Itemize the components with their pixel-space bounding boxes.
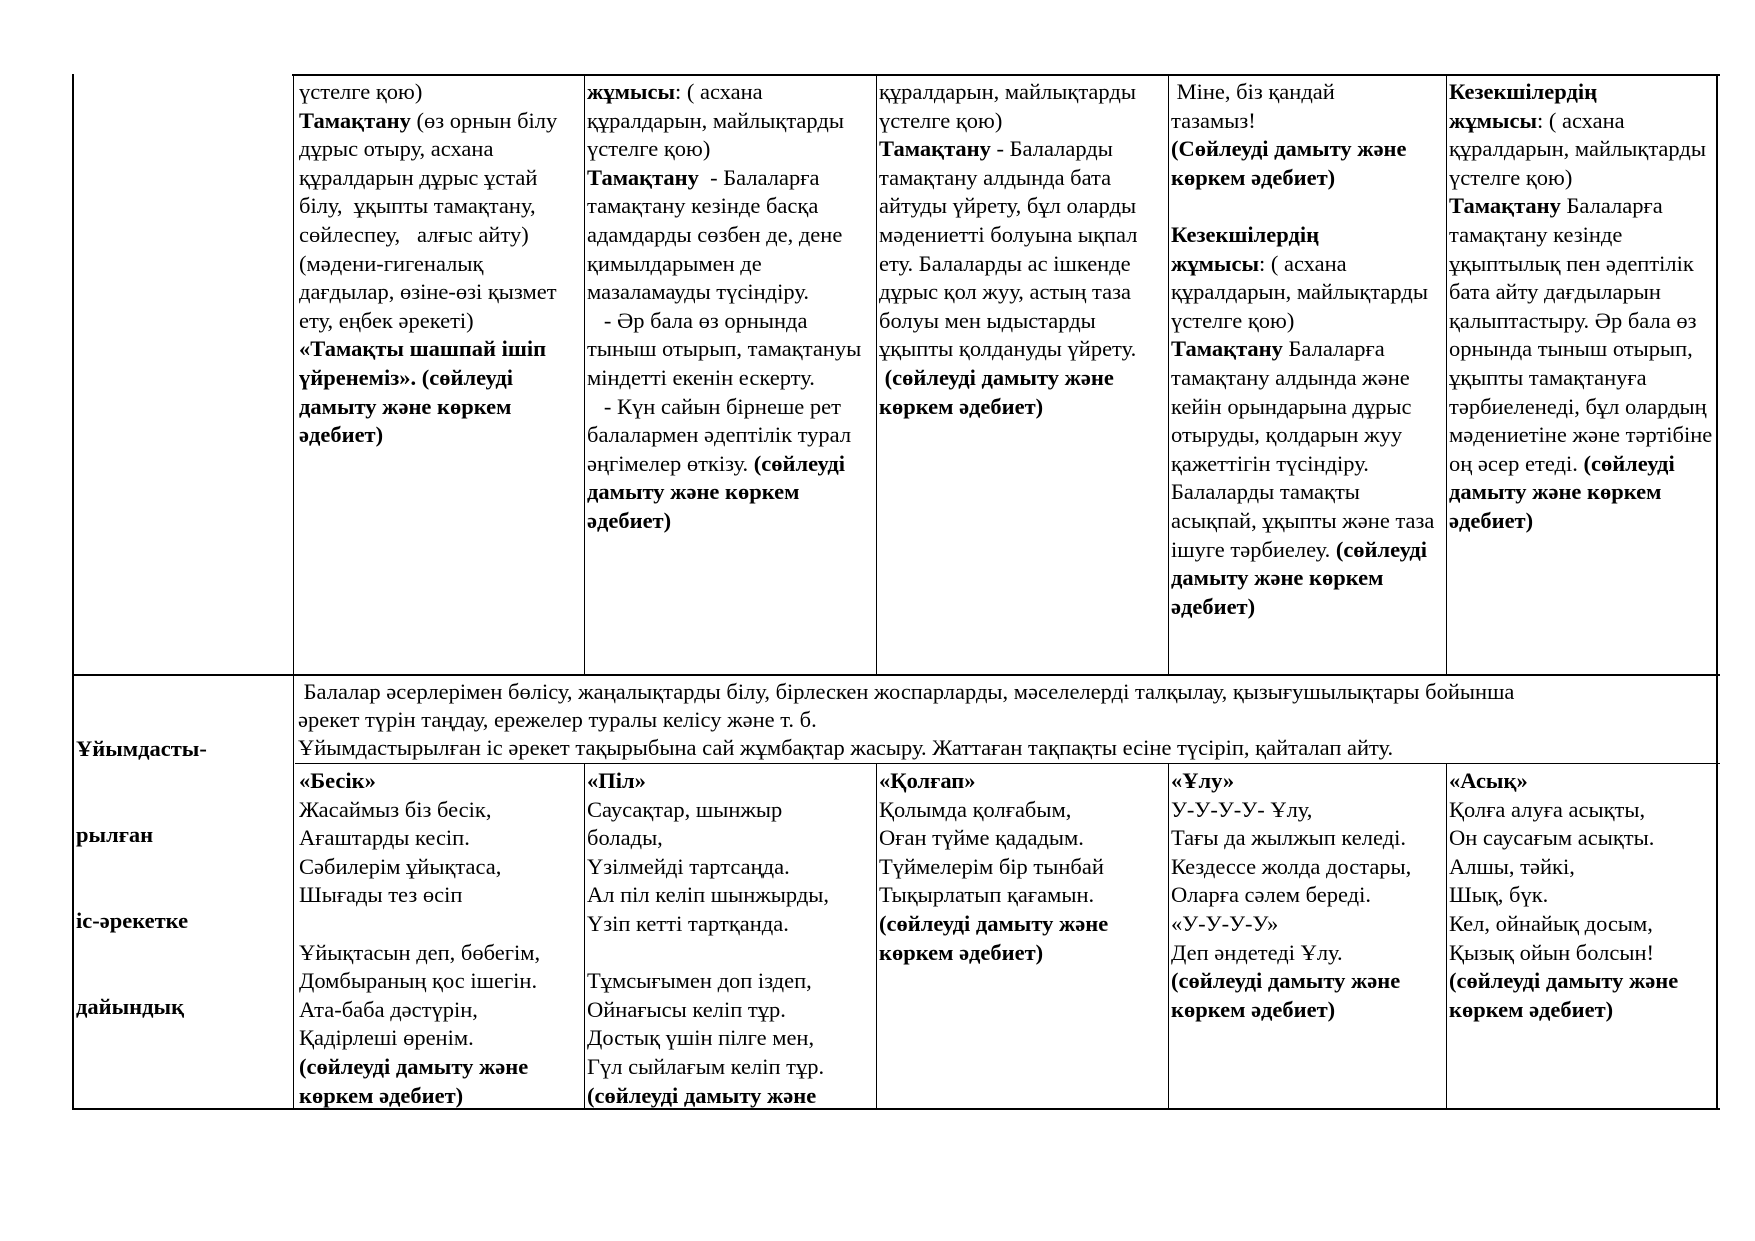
text-run: ұқыпты қолдануды үйрету. [879, 336, 1137, 362]
text-line [299, 278, 583, 307]
row1-col1-cell [296, 78, 583, 668]
text-run: бата айту дағдыларын [1449, 279, 1661, 305]
text-run: «Бесік» [299, 768, 376, 793]
text-run: қалыптастыру. Әр бала өз [1449, 307, 1697, 333]
text-run: Ата-баба дәстүрін, [299, 996, 478, 1022]
text-run: білу, ұқыпты тамақтану, [299, 193, 536, 219]
text-line [299, 307, 583, 336]
text-line [879, 335, 1168, 364]
text-line [1171, 421, 1446, 450]
text-line [587, 135, 876, 164]
text-run: құралдарын, майлықтарды [1449, 136, 1706, 162]
text-line [587, 967, 876, 996]
text-line [587, 250, 876, 279]
text-line [1171, 192, 1446, 221]
text-line [1449, 221, 1716, 250]
text-run: ұқыпты тамақтануға [1449, 364, 1647, 390]
text-run: құралдарын, майлықтарды [879, 79, 1136, 104]
text-run: Жасаймыз біз бесік, [299, 796, 492, 822]
text-line [587, 881, 876, 910]
text-line [1171, 767, 1446, 796]
text-run: Қадірлеші өренім. [299, 1025, 474, 1051]
text-run: Кезекшілердің [1449, 79, 1598, 104]
text-run: (сөйлеуді дамыту және [1449, 968, 1679, 994]
text-run: «Ұлу» [1171, 768, 1235, 793]
text-line [587, 996, 876, 1025]
text-line [299, 192, 583, 221]
text-line [587, 421, 876, 450]
text-run: (сөйлеуді дамыту және [879, 910, 1109, 936]
text-run: қимылдарымен де [587, 250, 762, 276]
text-line [879, 767, 1168, 796]
text-line [587, 796, 876, 825]
text-run: ету, еңбек әрекеті) [299, 307, 474, 333]
row-divider [72, 674, 1720, 676]
text-line [879, 107, 1168, 136]
col-divider-label [293, 74, 294, 1110]
text-run: «Піл» [587, 768, 646, 793]
text-run: Үзілмейді тартсаңда. [587, 853, 790, 879]
text-line [587, 450, 876, 479]
table-top-border [292, 74, 1720, 76]
text-run: әдебиет) [299, 422, 384, 448]
text-line [1449, 450, 1716, 479]
text-line [1171, 996, 1446, 1025]
text-run: Міне, біз қандай [1171, 79, 1335, 104]
text-run: Тамақтану [1171, 336, 1283, 362]
text-line [1171, 939, 1446, 968]
text-run: үстелге қою) [299, 79, 423, 104]
row1-col3-cell [876, 78, 1168, 668]
row2-label-line: Ұйымдасты- [76, 736, 207, 762]
text-line [1449, 478, 1716, 507]
text-line [587, 478, 876, 507]
text-line [1449, 278, 1716, 307]
text-line [1449, 853, 1716, 882]
text-line [1449, 335, 1716, 364]
text-line [1171, 824, 1446, 853]
text-line [587, 278, 876, 307]
text-line [1171, 593, 1446, 622]
text-run: жұмысы [1171, 250, 1260, 276]
text-run: Оған түйме қададым. [879, 825, 1084, 851]
text-run: Ағаштарды кесіп. [299, 825, 470, 851]
text-line [299, 250, 583, 279]
text-run: (өз орнын білу [410, 107, 558, 133]
text-line [587, 192, 876, 221]
text-run: Тамақтану [1449, 193, 1561, 219]
text-run: үстелге қою) [587, 136, 711, 162]
text-line [299, 967, 583, 996]
text-line [1171, 910, 1446, 939]
text-line [1171, 450, 1446, 479]
text-run: (сөйлеуді дамыту және [1171, 968, 1401, 994]
text-line [1449, 824, 1716, 853]
text-line [1449, 364, 1716, 393]
text-line [879, 164, 1168, 193]
text-line [879, 135, 1168, 164]
text-line [587, 307, 876, 336]
text-line [1171, 967, 1446, 996]
row1-col5-cell [1446, 78, 1716, 668]
table-left-border [72, 74, 74, 1110]
text-run: мазаламауды түсіндіру. [587, 279, 809, 305]
text-run: тазамыз! [1171, 107, 1256, 133]
text-run: Тамақтану [587, 164, 705, 190]
text-run: (сөйлеуді дамыту және [879, 364, 1114, 390]
text-run: Қолымда қолғабым, [879, 796, 1072, 822]
text-run: орнында тыныш отырып, [1449, 336, 1693, 362]
text-run: әдебиет) [1171, 593, 1256, 619]
text-run: Тамақтану [879, 136, 991, 162]
text-line [299, 164, 583, 193]
text-run: Сәбилерім ұйықтаса, [299, 853, 502, 879]
text-line [1171, 881, 1446, 910]
text-run: «Тамақты шашпай ішіп [299, 336, 547, 362]
text-run: оң әсер етеді. [1449, 450, 1584, 476]
text-run: Кел, ойнайық досым, [1449, 910, 1653, 936]
text-line [299, 78, 583, 107]
row2-label-line: іс-әрекетке [76, 907, 189, 933]
text-line [1171, 135, 1446, 164]
text-run: адамдарды сөзбен де, дене [587, 221, 843, 247]
text-line [1449, 939, 1716, 968]
text-run: отыруды, қолдарын жуу [1171, 422, 1403, 448]
text-line [1449, 164, 1716, 193]
text-run: міндетті екенін ескерту. [587, 364, 815, 390]
text-run: ету. Балаларды ас ішкенде [879, 250, 1131, 276]
text-run: Тағы да жылжып келеді. [1171, 825, 1407, 851]
text-run: көркем әдебиет) [299, 1082, 464, 1108]
text-line [299, 335, 583, 364]
text-run: Саусақтар, шынжыр [587, 796, 783, 822]
text-run: әдебиет) [587, 507, 672, 533]
text-line [1449, 250, 1716, 279]
text-line [879, 192, 1168, 221]
text-run: көркем әдебиет) [1449, 996, 1614, 1022]
text-line [587, 1082, 876, 1111]
text-run: тәрбиеленеді, бұл олардың [1449, 393, 1707, 419]
text-line [1171, 478, 1446, 507]
text-run: - Әр бала өз орнында [587, 307, 808, 333]
text-line [1171, 853, 1446, 882]
text-run: құралдарын дұрыс ұстай [299, 164, 538, 190]
text-run: Тамақтану [299, 107, 411, 133]
text-line [1449, 421, 1716, 450]
text-line [879, 221, 1168, 250]
text-line [1171, 278, 1446, 307]
text-line [1449, 393, 1716, 422]
text-run: тамақтану алдында және [1171, 364, 1410, 390]
text-run: Шық, бүк. [1449, 882, 1549, 908]
text-run: дұрыс қол жуу, астың таза [879, 279, 1132, 305]
text-line [879, 796, 1168, 825]
text-line [587, 824, 876, 853]
text-line [1449, 507, 1716, 536]
text-run: Қолға алуға асықты, [1449, 796, 1646, 822]
text-run: Түймелерім бір тынбай [879, 853, 1104, 879]
text-line [587, 107, 876, 136]
text-line [299, 853, 583, 882]
text-line [587, 853, 876, 882]
table-right-border [1716, 74, 1718, 1110]
text-run: : ( асхана [1259, 250, 1347, 276]
text-line [587, 221, 876, 250]
row2-col4-cell [1168, 767, 1446, 1107]
text-line [1449, 796, 1716, 825]
text-line [299, 107, 583, 136]
text-run: - Балаларға [704, 164, 820, 190]
text-run: тамақтану кезінде [1449, 221, 1623, 247]
text-line [879, 939, 1168, 968]
text-run: Домбыраның қос ішегін. [299, 968, 538, 994]
text-run: әдебиет) [1449, 507, 1534, 533]
text-run: Кездессе жолда достары, [1171, 853, 1412, 879]
text-line [299, 1024, 583, 1053]
text-run: (сөйлеуді [753, 450, 845, 476]
text-line [879, 364, 1168, 393]
text-run: үстелге қою) [1449, 164, 1573, 190]
text-run: дамыту және көркем [587, 479, 800, 505]
text-run: тамақтану алдында бата [879, 164, 1112, 190]
row2-col2-cell [584, 767, 876, 1107]
text-run: Деп әндетеді Ұлу. [1171, 939, 1343, 965]
text-line [879, 307, 1168, 336]
row2-intro-line: Ұйымдастырылған іс әрекет тақырыбына сай жұмбақтар жасыру. Жаттаған тақпақты есіне түсіріп, қайталап айту. [298, 735, 1394, 760]
text-line [1449, 910, 1716, 939]
text-run: дамыту және көркем [299, 393, 512, 419]
text-run: мәдениетіне және тәртібіне [1449, 422, 1713, 448]
text-run: болады, [587, 825, 663, 851]
text-line [587, 1053, 876, 1082]
text-line [299, 221, 583, 250]
text-line [1449, 78, 1716, 107]
text-line [1171, 335, 1446, 364]
text-run: Тұмсығымен доп іздеп, [587, 968, 812, 994]
text-line [1449, 307, 1716, 336]
text-line [1449, 767, 1716, 796]
subrow-divider [295, 763, 1720, 764]
text-line [587, 393, 876, 422]
text-line [879, 393, 1168, 422]
text-run: Үзіп кетті тартқанда. [587, 910, 789, 936]
text-run: үстелге қою) [879, 107, 1003, 133]
text-line [299, 393, 583, 422]
text-run: ішуге тәрбиелеу. [1171, 536, 1336, 562]
text-run: Тықырлатып қағамын. [879, 882, 1095, 908]
row2-label-cell [73, 678, 292, 1019]
text-line [299, 910, 583, 939]
text-line [299, 1053, 583, 1082]
text-run: көркем әдебиет) [879, 393, 1044, 419]
text-line [879, 881, 1168, 910]
row2-col1-cell [296, 767, 583, 1107]
row1-col2-cell [584, 78, 876, 668]
text-line [1449, 192, 1716, 221]
text-run: - Күн сайын бірнеше рет [587, 393, 841, 419]
text-line [299, 135, 583, 164]
text-line [879, 910, 1168, 939]
text-run: - Балаларды [990, 136, 1113, 162]
text-line [587, 767, 876, 796]
text-run: дамыту және көркем [1171, 565, 1384, 591]
text-line [587, 1024, 876, 1053]
text-line [587, 78, 876, 107]
text-line [879, 824, 1168, 853]
text-run: «У-У-У-У» [1171, 910, 1279, 936]
text-run: тыныш отырып, тамақтануы [587, 336, 862, 362]
text-line [1449, 881, 1716, 910]
text-run: жұмысы [587, 79, 676, 104]
text-run: Достық үшін пілге мен, [587, 1025, 815, 1051]
text-run: Он саусағым асықты. [1449, 825, 1655, 851]
text-line [1171, 564, 1446, 593]
text-line [1449, 107, 1716, 136]
text-run: «Асық» [1449, 768, 1528, 793]
text-run: Оларға сәлем береді. [1171, 882, 1372, 908]
text-run: ұқыптылық пен әдептілік [1449, 250, 1694, 276]
text-line [299, 421, 583, 450]
text-run: (Сөйлеуді дамыту және [1171, 136, 1407, 162]
row1-col4-cell [1168, 78, 1446, 668]
text-run: дағдылар, өзіне-өзі қызмет [299, 279, 557, 305]
text-line [1171, 250, 1446, 279]
text-run: кейін орындарына дұрыс [1171, 393, 1412, 419]
text-line [1449, 996, 1716, 1025]
text-line [1171, 78, 1446, 107]
text-line [1171, 393, 1446, 422]
text-line [879, 853, 1168, 882]
text-line [879, 278, 1168, 307]
text-run: үйренеміз». (сөйлеуді [299, 364, 513, 390]
text-line [879, 250, 1168, 279]
text-line [1171, 796, 1446, 825]
text-run: көркем әдебиет) [879, 939, 1044, 965]
row2-label-line: дайындық [76, 993, 185, 1019]
text-run: (сөйлеуді дамыту және [587, 1082, 817, 1108]
text-run: (мәдени-гигеналық [299, 250, 484, 276]
text-line [299, 364, 583, 393]
text-line [299, 824, 583, 853]
text-line [587, 364, 876, 393]
text-run: жұмысы [1449, 107, 1538, 133]
text-run: Алшы, тәйкі, [1449, 853, 1575, 879]
text-run: Кезекшілердің [1171, 221, 1320, 247]
row2-col5-cell [1446, 767, 1716, 1107]
text-line [299, 881, 583, 910]
text-run: асықпай, ұқыпты және таза [1171, 507, 1435, 533]
text-run: құралдарын, майлықтарды [587, 107, 844, 133]
text-line [299, 939, 583, 968]
text-line [1171, 107, 1446, 136]
text-line [1171, 507, 1446, 536]
text-line [1171, 164, 1446, 193]
text-run: Ал піл келіп шынжырды, [587, 882, 830, 908]
text-line [587, 507, 876, 536]
text-run: Ұйықтасын деп, бөбегім, [299, 939, 541, 965]
text-run: әңгімелер өткізу. [587, 450, 754, 476]
text-run: көркем әдебиет) [1171, 164, 1336, 190]
row2-col3-cell [876, 767, 1168, 1107]
text-line [587, 335, 876, 364]
text-run: қажеттігін түсіндіру. [1171, 450, 1369, 476]
text-run: дамыту және көркем [1449, 479, 1662, 505]
text-run: айтуды үйрету, бұл оларды [879, 193, 1137, 219]
text-run: Шығады тез өсіп [299, 882, 463, 908]
text-line [587, 939, 876, 968]
text-run: У-У-У-У- Ұлу, [1171, 796, 1313, 822]
text-run: : ( асхана [675, 79, 763, 104]
row2-intro-line: Балалар әсерлерімен бөлісу, жаңалықтарды білу, бірлескен жоспарларды, мәселелерді талқылау, қызығушылықтары бойынша [298, 679, 1515, 704]
text-line [587, 164, 876, 193]
text-line [1171, 364, 1446, 393]
text-run: мәдениетті болуына ықпал [879, 221, 1138, 247]
row2-intro-line: әрекет түрін таңдау, ережелер туралы келісу және т. б. [298, 707, 817, 732]
text-line [299, 767, 583, 796]
text-run: (сөйлеуді дамыту және [299, 1053, 529, 1079]
text-line [879, 78, 1168, 107]
text-line [587, 910, 876, 939]
text-run: «Қолғап» [879, 768, 976, 793]
text-line [299, 1082, 583, 1111]
text-run: Гүл сыйлағым келіп тұр. [587, 1053, 825, 1079]
text-line [1171, 307, 1446, 336]
text-run: тамақтану кезінде басқа [587, 193, 819, 219]
text-run: (сөйлеуді [1335, 536, 1428, 562]
text-run: көркем әдебиет) [1171, 996, 1336, 1022]
row2-label-line: рылған [76, 821, 154, 847]
text-run: Балаларды тамақты [1171, 479, 1360, 505]
text-run: Балаларға [1560, 193, 1663, 219]
text-line [1171, 536, 1446, 565]
text-run: Қызық ойын болсын! [1449, 939, 1655, 965]
text-line [1449, 967, 1716, 996]
text-run: балалармен әдептілік турал [587, 422, 852, 448]
text-line [299, 796, 583, 825]
text-run: сөйлеспеу, алғыс айту) [299, 221, 529, 247]
text-run: болуы мен ыдыстарды [879, 307, 1096, 333]
text-run: Ойнағысы келіп тұр. [587, 996, 786, 1022]
text-run: құралдарын, майлықтарды [1171, 279, 1428, 305]
text-run: : ( асхана [1537, 107, 1625, 133]
text-run: дұрыс отыру, асхана [299, 136, 494, 162]
text-line [299, 996, 583, 1025]
text-run: Балаларға [1282, 336, 1385, 362]
text-line [1171, 221, 1446, 250]
text-line [1449, 135, 1716, 164]
text-run: (сөйлеуді [1583, 450, 1675, 476]
text-run: үстелге қою) [1171, 307, 1295, 333]
